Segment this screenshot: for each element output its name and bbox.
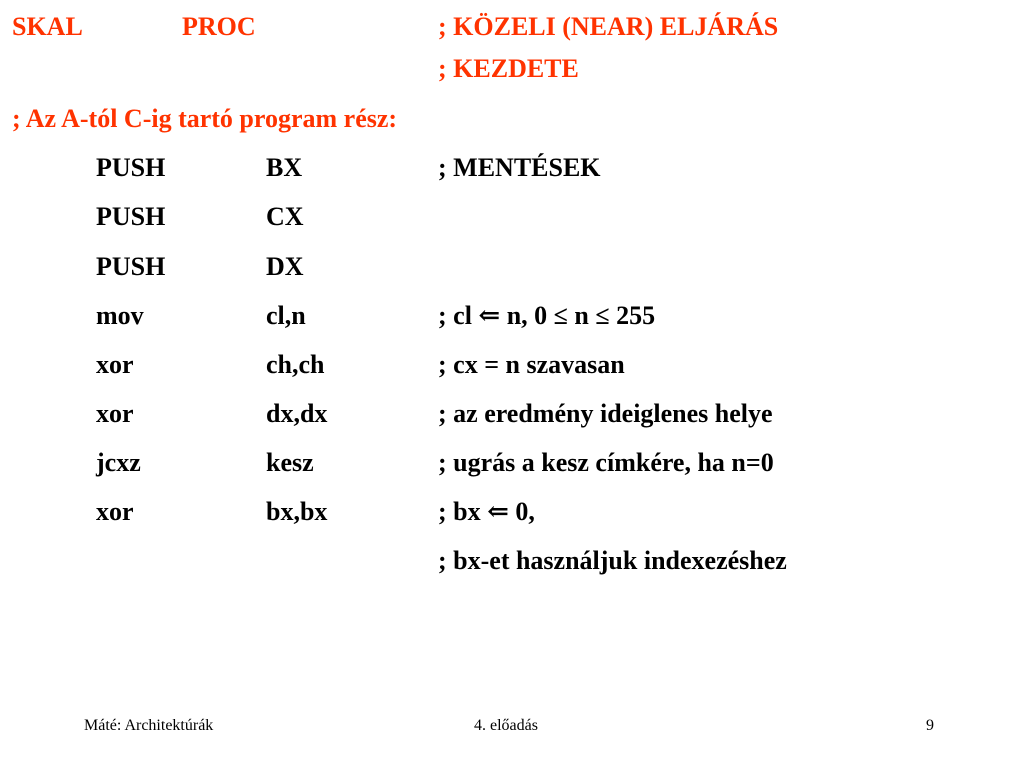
code-comment: ; cx = n szavasan [438, 350, 625, 379]
code-comment: ; az eredmény ideiglenes helye [438, 399, 773, 428]
code-comment: ; MENTÉSEK [438, 153, 601, 182]
page-number: 9 [926, 717, 934, 734]
code-op: xor [96, 399, 134, 428]
procedure-label: SKAL [12, 12, 83, 41]
code-arg: dx,dx [266, 399, 328, 428]
code-op: PUSH [96, 153, 166, 182]
header-comment-line-2: ; KEZDETE [438, 54, 579, 83]
code-comment: ; cl ⇐ n, 0 ≤ n ≤ 255 [438, 301, 656, 330]
code-arg: cl,n [266, 301, 306, 330]
code-comment: ; bx-et használjuk indexezéshez [438, 546, 787, 575]
proc-directive: PROC [182, 12, 256, 41]
code-arg: bx,bx [266, 497, 328, 526]
code-arg: DX [266, 252, 304, 281]
code-op: xor [96, 350, 134, 379]
footer-lecture: 4. előadás [474, 717, 538, 734]
code-op: xor [96, 497, 134, 526]
code-comment: ; ugrás a kesz címkére, ha n=0 [438, 448, 774, 477]
code-op: PUSH [96, 202, 166, 231]
footer-author: Máté: Architektúrák [84, 717, 214, 734]
code-arg: BX [266, 153, 303, 182]
code-arg: ch,ch [266, 350, 325, 379]
code-op: PUSH [96, 252, 166, 281]
code-op: jcxz [96, 448, 141, 477]
code-arg: kesz [266, 448, 314, 477]
section-comment: ; Az A-tól C-ig tartó program rész: [12, 104, 398, 133]
code-comment: ; bx ⇐ 0, [438, 497, 535, 526]
header-comment-line-1: ; KÖZELI (NEAR) ELJÁRÁS [438, 12, 779, 41]
code-arg: CX [266, 202, 304, 231]
code-op: mov [96, 301, 144, 330]
